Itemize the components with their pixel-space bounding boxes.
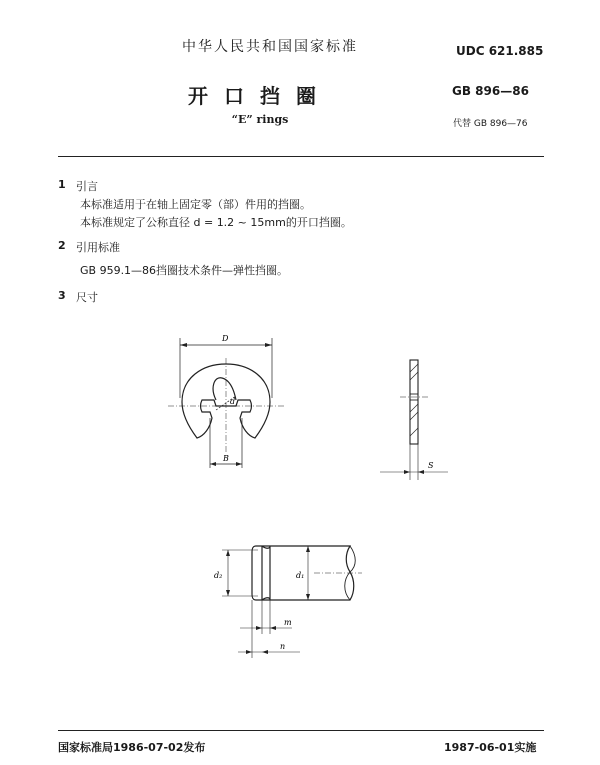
label-d1: d₁ bbox=[296, 571, 305, 580]
dim-arrow-m-left bbox=[256, 626, 262, 630]
label-d: d bbox=[230, 397, 236, 406]
dim-arrow-right bbox=[265, 343, 272, 347]
label-D: D bbox=[222, 334, 229, 343]
intro-paragraph-1: 本标准适用于在轴上固定零（部）件用的挡圈。 bbox=[80, 198, 311, 211]
e-ring-side-view bbox=[370, 350, 460, 490]
dim-arrow-d2-bottom bbox=[226, 590, 230, 596]
dim-arrow-S-right bbox=[418, 470, 424, 474]
side-view-plate bbox=[410, 360, 418, 444]
standard-name: 中华人民共和国国家标准 bbox=[182, 39, 358, 55]
dim-arrow-B-left bbox=[210, 462, 216, 466]
section-3-title: 尺寸 bbox=[76, 291, 98, 304]
dim-arrow-d2-top bbox=[226, 550, 230, 556]
label-S: S bbox=[428, 461, 434, 470]
page-title: 开口挡圈 bbox=[188, 84, 332, 108]
label-B: B bbox=[223, 454, 229, 463]
e-ring-front-view bbox=[160, 328, 300, 478]
label-n: n bbox=[280, 642, 286, 651]
english-subtitle: “E” rings bbox=[231, 113, 289, 126]
effective-date: 1987-06-01实施 bbox=[444, 741, 537, 754]
udc-code: UDC 621.885 bbox=[456, 44, 544, 58]
shaft-groove-view bbox=[200, 536, 370, 666]
ring-in-groove bbox=[262, 546, 270, 600]
section-3-number: 3 bbox=[58, 289, 66, 302]
dim-arrow-left bbox=[180, 343, 187, 347]
footer-rule bbox=[58, 730, 544, 731]
issued-date: 国家标准局1986-07-02发布 bbox=[58, 741, 206, 754]
dim-arrow-B-right bbox=[236, 462, 242, 466]
dim-arrow-d1-bottom bbox=[306, 594, 310, 600]
label-m: m bbox=[284, 618, 292, 627]
intro-paragraph-2: 本标准规定了公称直径 d = 1.2 ~ 15mm的开口挡圈。 bbox=[80, 216, 352, 229]
gb-number: GB 896—86 bbox=[452, 84, 529, 98]
dim-arrow-n-right bbox=[262, 650, 268, 654]
replaces-note: 代替 GB 896—76 bbox=[453, 119, 528, 129]
dim-arrow-m-right bbox=[270, 626, 276, 630]
section-2-number: 2 bbox=[58, 239, 66, 252]
referenced-standard: GB 959.1—86挡圈技术条件—弹性挡圈。 bbox=[80, 264, 289, 277]
label-d2: d₂ bbox=[214, 571, 223, 580]
section-1-title: 引言 bbox=[76, 180, 98, 193]
dim-arrow-S-left bbox=[404, 470, 410, 474]
dim-arrow-n-left bbox=[246, 650, 252, 654]
dim-arrow-d1-top bbox=[306, 546, 310, 552]
section-2-title: 引用标准 bbox=[76, 241, 120, 254]
section-1-number: 1 bbox=[58, 178, 66, 191]
header-rule bbox=[58, 156, 544, 157]
